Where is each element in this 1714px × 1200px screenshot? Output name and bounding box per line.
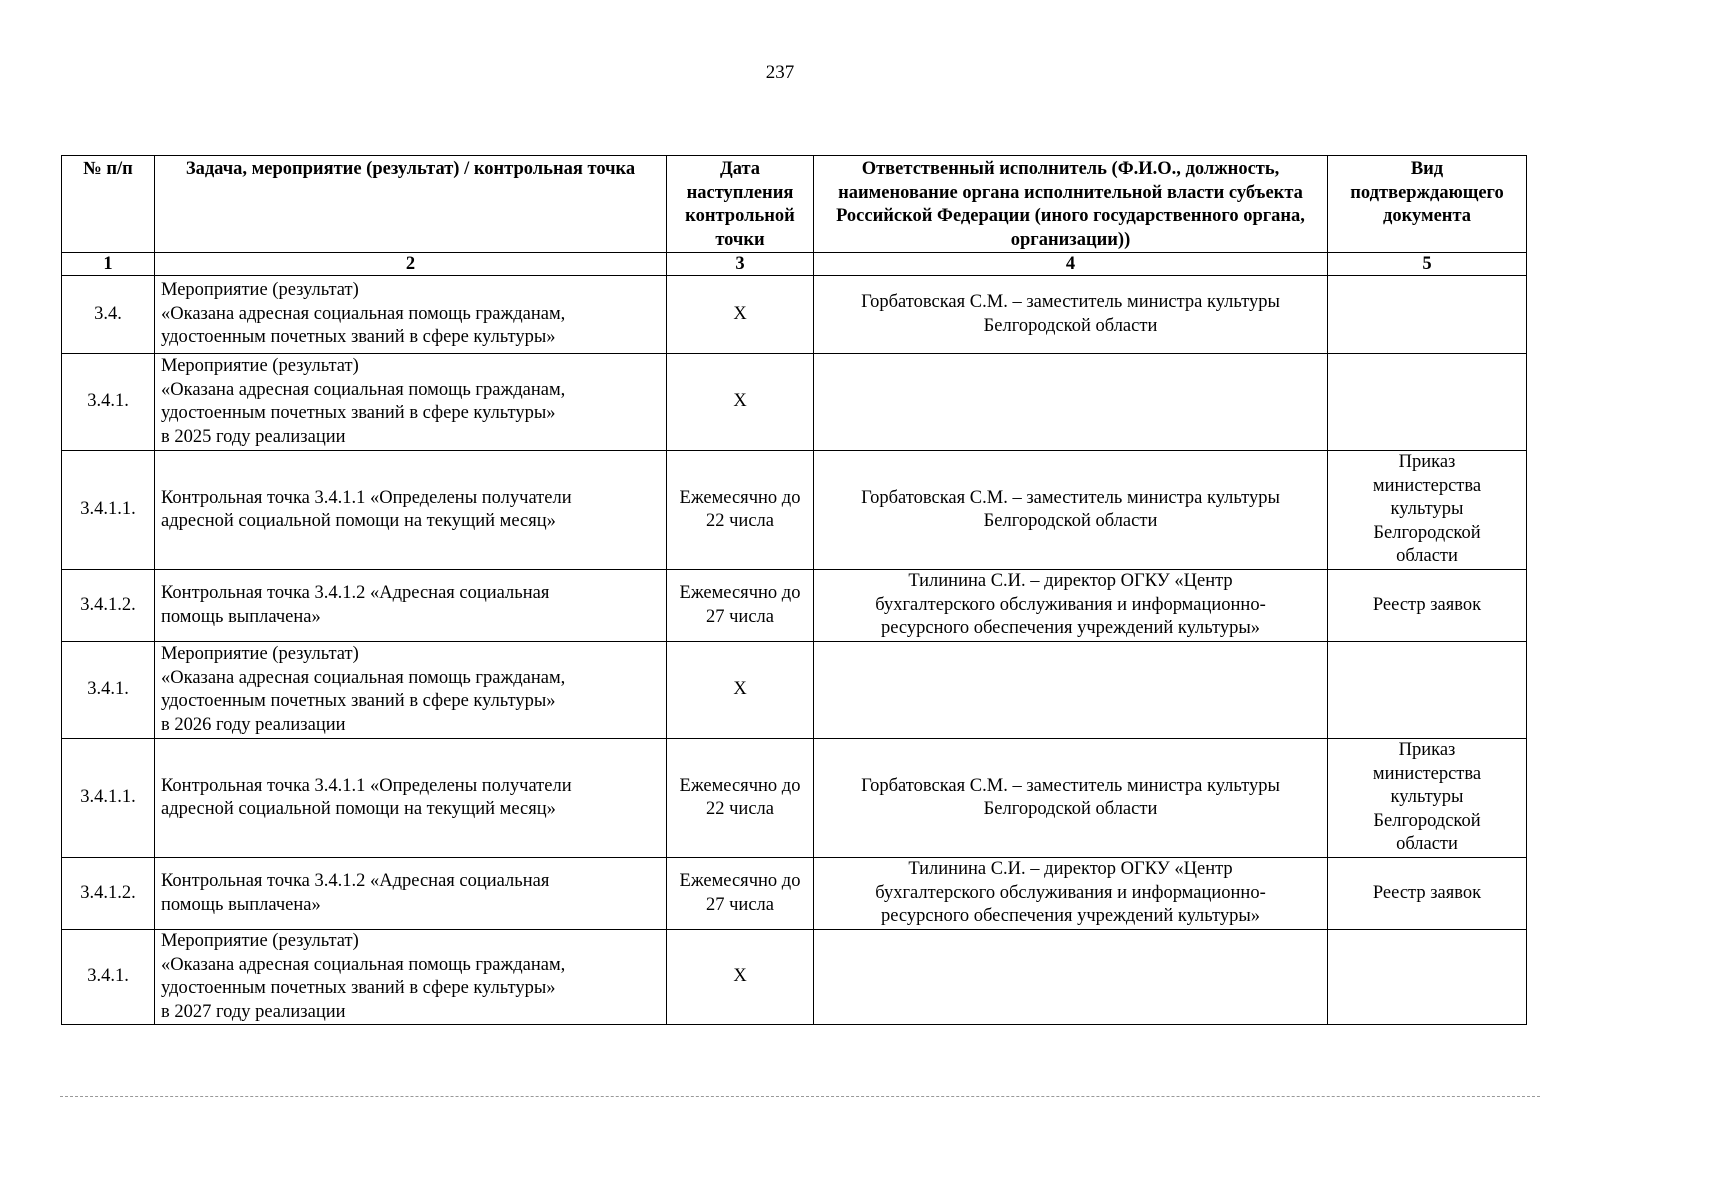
task-cell-line: удостоенным почетных званий в сфере культуры»: [161, 691, 556, 711]
row-number-cell: 3.4.1.: [62, 930, 155, 1025]
header-responsible: Ответственный исполнитель (Ф.И.О., должность, наименование органа исполнительной власти субъекта Российской Федерации (иного государственного органа, организации)): [814, 156, 1328, 253]
date-cell: Ежемесячно до 22 числа: [667, 451, 814, 570]
responsible-cell: [814, 930, 1328, 1025]
task-cell-line: удостоенным почетных званий в сфере культуры»: [161, 403, 556, 423]
task-cell-line: адресной социальной помощи на текущий месяц»: [161, 799, 556, 819]
table-header-row: [62, 156, 1527, 253]
date-cell: Ежемесячно до 22 числа: [667, 739, 814, 858]
task-cell-line: Контрольная точка 3.4.1.1 «Определены получатели: [161, 775, 572, 796]
task-cell-line: Мероприятие (результат): [161, 644, 359, 664]
responsible-cell-line: бухгалтерского обслуживания и информационно-: [875, 882, 1266, 903]
responsible-cell: [814, 858, 1328, 930]
task-cell-line: Контрольная точка 3.4.1.2 «Адресная социальная: [161, 871, 550, 891]
responsible-cell-line: Горбатовская С.М. – заместитель министра культуры: [861, 292, 1280, 312]
column-number: 4: [814, 253, 1328, 276]
document-cell-line: области: [1396, 546, 1458, 567]
task-cell-line: «Оказана адресная социальная помощь гражданам,: [161, 303, 566, 324]
date-cell: Х: [667, 276, 814, 354]
document-cell: [1328, 739, 1527, 858]
task-cell-line: Контрольная точка 3.4.1.1 «Определены получатели: [161, 487, 572, 508]
task-cell: [155, 858, 667, 930]
responsible-cell: [814, 570, 1328, 642]
row-number-cell: 3.4.1.1.: [62, 451, 155, 570]
document-cell-line: министерства: [1372, 763, 1482, 784]
date-cell: Ежемесячно до 27 числа: [667, 858, 814, 930]
responsible-cell: [814, 451, 1328, 570]
task-cell-line: удостоенным почетных званий в сфере культуры»: [161, 327, 556, 348]
task-cell-line: помощь выплачена»: [161, 606, 321, 627]
table-row: [62, 642, 1527, 739]
task-cell: [155, 642, 667, 739]
task-cell: [155, 739, 667, 858]
footer-rule: [60, 1096, 1540, 1097]
table-body: [62, 253, 1527, 1025]
document-cell-line: Реестр заявок: [1372, 594, 1482, 615]
column-number: 1: [62, 253, 155, 276]
document-cell-line: Реестр заявок: [1372, 882, 1482, 903]
date-cell: Ежемесячно до 27 числа: [667, 570, 814, 642]
table-row: [62, 930, 1527, 1025]
task-cell: [155, 451, 667, 570]
task-cell-line: «Оказана адресная социальная помощь гражданам,: [161, 954, 566, 975]
row-number-cell: 3.4.1.2.: [62, 858, 155, 930]
responsible-cell-line: Тилинина С.И. – директор ОГКУ «Центр: [908, 859, 1233, 880]
header-row-number: № п/п: [62, 156, 155, 253]
document-cell-line: Приказ: [1398, 452, 1456, 473]
task-cell-line: «Оказана адресная социальная помощь гражданам,: [161, 667, 566, 688]
date-cell: Х: [667, 642, 814, 739]
responsible-cell-line: Белгородской области: [983, 799, 1158, 819]
task-cell-line: Мероприятие (результат): [161, 931, 359, 951]
document-cell: [1328, 276, 1527, 354]
row-number-cell: 3.4.1.1.: [62, 739, 155, 858]
table-row: [62, 354, 1527, 451]
document-cell: [1328, 642, 1527, 739]
document-cell-line: министерства: [1372, 475, 1482, 496]
responsible-cell-line: Белгородской области: [983, 315, 1158, 336]
document-cell: [1328, 354, 1527, 451]
task-cell-line: адресной социальной помощи на текущий месяц»: [161, 511, 556, 531]
task-cell-line: в 2025 году реализации: [161, 426, 346, 447]
task-cell: [155, 354, 667, 451]
row-number-cell: 3.4.1.: [62, 354, 155, 451]
task-cell-line: удостоенным почетных званий в сфере культуры»: [161, 978, 556, 998]
task-cell-line: Мероприятие (результат): [161, 280, 359, 301]
document-cell-line: Белгородской: [1373, 810, 1481, 831]
document-cell: [1328, 570, 1527, 642]
document-cell: [1328, 930, 1527, 1025]
responsible-cell: [814, 739, 1328, 858]
column-number: 2: [155, 253, 667, 276]
row-number-cell: 3.4.: [62, 276, 155, 354]
task-cell-line: помощь выплачена»: [161, 894, 321, 915]
task-cell: [155, 570, 667, 642]
table-row: [62, 570, 1527, 642]
table-row: [62, 451, 1527, 570]
responsible-cell: [814, 354, 1328, 451]
header-date: Дата наступления контрольной точки: [667, 156, 814, 253]
task-cell-line: в 2026 году реализации: [161, 714, 346, 735]
header-document: Вид подтверждающего документа: [1328, 156, 1527, 253]
responsible-cell-line: Горбатовская С.М. – заместитель министра культуры: [861, 775, 1280, 796]
responsible-cell: [814, 642, 1328, 739]
document-cell-line: Белгородской: [1373, 522, 1481, 543]
date-cell: Х: [667, 930, 814, 1025]
responsible-cell-line: бухгалтерского обслуживания и информационно-: [875, 594, 1266, 615]
table-row: [62, 739, 1527, 858]
document-cell: [1328, 451, 1527, 570]
responsible-cell-line: ресурсного обеспечения учреждений культуры»: [880, 906, 1261, 927]
column-number-row: [62, 253, 1527, 276]
row-number-cell: 3.4.1.2.: [62, 570, 155, 642]
task-cell-line: в 2027 году реализации: [161, 1001, 346, 1022]
page-number: 237: [765, 62, 795, 83]
responsible-cell-line: Белгородской области: [983, 511, 1158, 531]
responsible-cell-line: Горбатовская С.М. – заместитель министра культуры: [861, 487, 1280, 508]
task-cell-line: «Оказана адресная социальная помощь гражданам,: [161, 379, 566, 400]
task-cell: [155, 930, 667, 1025]
task-cell-line: Мероприятие (результат): [161, 356, 359, 376]
table-row: [62, 858, 1527, 930]
task-cell-line: Контрольная точка 3.4.1.2 «Адресная социальная: [161, 583, 550, 603]
document-cell: [1328, 858, 1527, 930]
document-cell-line: культуры: [1390, 787, 1464, 808]
header-task: Задача, мероприятие (результат) / контрольная точка: [155, 156, 667, 253]
document-cell-line: Приказ: [1398, 740, 1456, 761]
task-cell: [155, 276, 667, 354]
responsible-cell-line: ресурсного обеспечения учреждений культуры»: [880, 618, 1261, 639]
document-cell-line: области: [1396, 834, 1458, 855]
column-number: 3: [667, 253, 814, 276]
column-number: 5: [1328, 253, 1527, 276]
responsible-cell-line: Тилинина С.И. – директор ОГКУ «Центр: [908, 571, 1233, 592]
date-cell: Х: [667, 354, 814, 451]
table-row: [62, 276, 1527, 354]
control-points-table: [61, 155, 1527, 1025]
row-number-cell: 3.4.1.: [62, 642, 155, 739]
document-cell-line: культуры: [1390, 499, 1464, 520]
responsible-cell: [814, 276, 1328, 354]
